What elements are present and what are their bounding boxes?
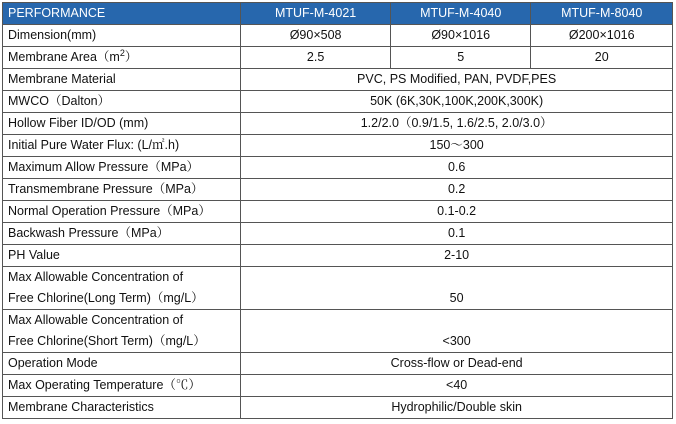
- row-label-water-flux: Initial Pure Water Flux: (L/㎡.h): [3, 135, 241, 157]
- row-label-chlorine-short-term: [3, 310, 241, 353]
- table-row: [3, 310, 673, 353]
- table-row: [3, 113, 673, 135]
- chlorine-long-label-line1: Max Allowable Concentration of: [8, 270, 184, 284]
- chlorine-long-label-line2: Free Chlorine(Long Term)（mg/L）: [8, 291, 204, 305]
- table-row: [3, 91, 673, 113]
- row-label-transmembrane-pressure: Transmembrane Pressure（MPa）: [3, 179, 241, 201]
- table-row: [3, 375, 673, 397]
- value-dimension-4040: Ø90×1016: [390, 25, 531, 47]
- row-label-membrane-characteristics: Membrane Characteristics: [3, 397, 241, 419]
- value-backwash-pressure: 0.1: [241, 223, 673, 245]
- table-row: [3, 157, 673, 179]
- row-label-membrane-material: Membrane Material: [3, 69, 241, 91]
- row-label-membrane-area: [3, 47, 241, 69]
- table-row: [3, 223, 673, 245]
- table-row: [3, 69, 673, 91]
- row-label-ph-value: PH Value: [3, 245, 241, 267]
- header-model-8040: MTUF-M-8040: [531, 3, 673, 25]
- row-label-max-temperature: Max Operating Temperature（℃）: [3, 375, 241, 397]
- chlorine-short-label-line2: Free Chlorine(Short Term)（mg/L）: [8, 334, 206, 348]
- performance-spec-table: [2, 2, 673, 419]
- chlorine-short-label-line1: Max Allowable Concentration of: [8, 313, 184, 327]
- header-model-4021: MTUF-M-4021: [241, 3, 391, 25]
- value-dimension-8040: Ø200×1016: [531, 25, 673, 47]
- row-label-mwco: MWCO（Dalton）: [3, 91, 241, 113]
- membrane-area-label-text: Membrane Area（m: [8, 50, 120, 64]
- value-normal-operation-pressure: 0.1-0.2: [241, 201, 673, 223]
- table-row: [3, 245, 673, 267]
- header-performance: PERFORMANCE: [3, 3, 241, 25]
- table-row: [3, 25, 673, 47]
- row-label-max-pressure: Maximum Allow Pressure（MPa）: [3, 157, 241, 179]
- value-membrane-area-4021: 2.5: [241, 47, 391, 69]
- value-transmembrane-pressure: 0.2: [241, 179, 673, 201]
- value-membrane-characteristics: Hydrophilic/Double skin: [241, 397, 673, 419]
- value-mwco: 50K (6K,30K,100K,200K,300K): [241, 91, 673, 113]
- value-chlorine-long-term: 50: [241, 267, 673, 310]
- membrane-area-label-superscript: 2: [119, 47, 125, 58]
- header-model-4040: MTUF-M-4040: [390, 3, 531, 25]
- row-label-dimension: Dimension(mm): [3, 25, 241, 47]
- row-label-chlorine-long-term: [3, 267, 241, 310]
- value-hollow-fiber: 1.2/2.0（0.9/1.5, 1.6/2.5, 2.0/3.0）: [241, 113, 673, 135]
- row-label-backwash-pressure: Backwash Pressure（MPa）: [3, 223, 241, 245]
- value-membrane-area-4040: 5: [390, 47, 531, 69]
- row-label-normal-operation-pressure: Normal Operation Pressure（MPa）: [3, 201, 241, 223]
- table-row: [3, 353, 673, 375]
- value-ph-value: 2-10: [241, 245, 673, 267]
- table-row: [3, 135, 673, 157]
- value-membrane-material: PVC, PS Modified, PAN, PVDF,PES: [241, 69, 673, 91]
- table-row: [3, 179, 673, 201]
- value-membrane-area-8040: 20: [531, 47, 673, 69]
- table-row: [3, 267, 673, 310]
- value-water-flux: 150～300: [241, 135, 673, 157]
- header-row: [3, 3, 673, 25]
- table-row: [3, 47, 673, 69]
- row-label-hollow-fiber: Hollow Fiber ID/OD (mm): [3, 113, 241, 135]
- row-label-operation-mode: Operation Mode: [3, 353, 241, 375]
- value-max-pressure: 0.6: [241, 157, 673, 179]
- value-chlorine-short-term: <300: [241, 310, 673, 353]
- value-max-temperature: <40: [241, 375, 673, 397]
- value-dimension-4021: Ø90×508: [241, 25, 391, 47]
- value-operation-mode: Cross-flow or Dead-end: [241, 353, 673, 375]
- table-row: [3, 201, 673, 223]
- table-row: [3, 397, 673, 419]
- membrane-area-label-end: ）: [124, 50, 138, 64]
